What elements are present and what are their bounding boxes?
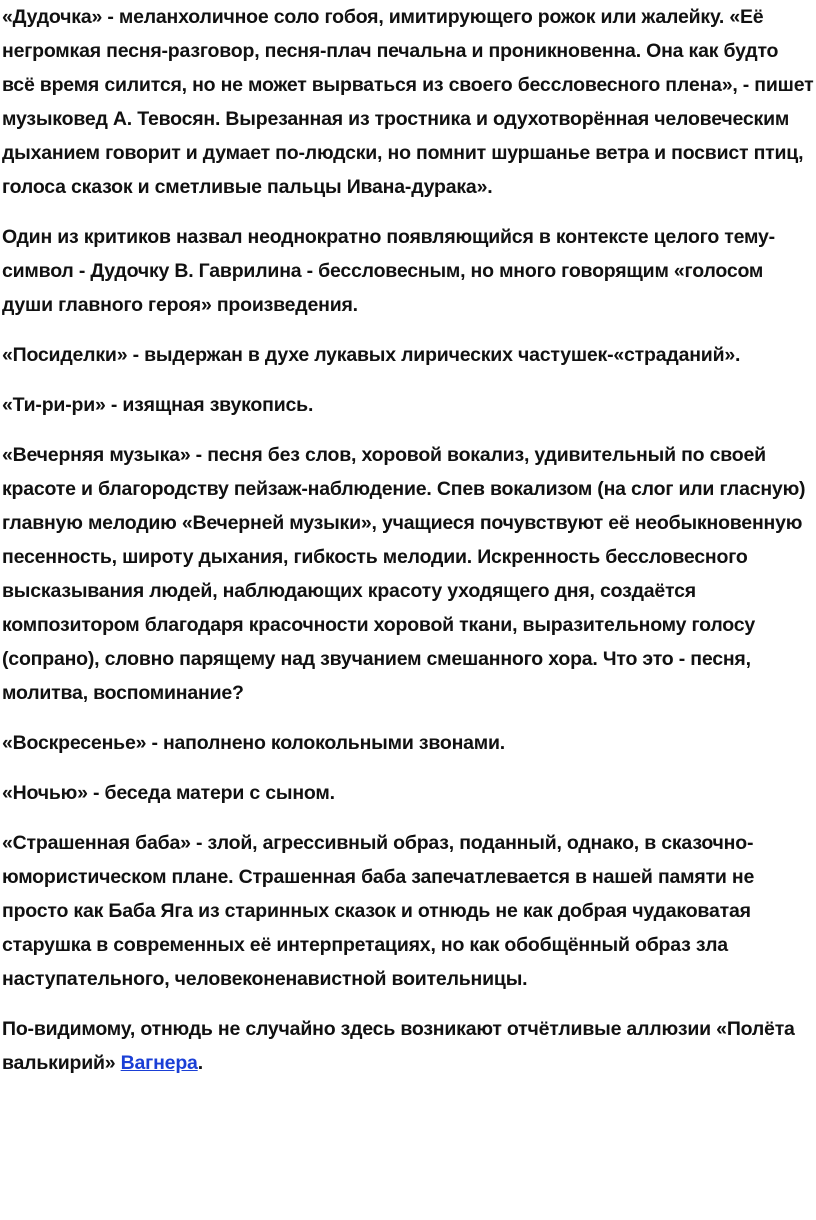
paragraph-evening-music: «Вечерняя музыка» - песня без слов, хоровой вокализ, удивительный по своей красоте и благородству пейзаж-наблюдение. Спев вокализом (на слог или гласную) главную мелодию «Вечерней музыки», учащиеся почувствуют её необыкновенную песенность, широту дыхания, гибкость мелодии. Искренность бессловесного высказывания людей, наблюдающих красоту уходящего дня, создаётся композитором благодаря красочности хоровой ткани, выразительному голосу (сопрано), словно парящему над звучанием смешанного хора. Что это - песня, молитва, воспоминание? (2, 444, 806, 704)
paragraph-allusions (2, 1012, 816, 1080)
paragraph-night: «Ночью» - беседа матери с сыном. (2, 782, 335, 804)
paragraph-sunday: «Воскресенье» - наполнено колокольными звонами. (2, 732, 506, 754)
allusions-text: По-видимому, отнюдь не случайно здесь возникают отчётливые аллюзии «Полёта валькирий» (2, 1018, 795, 1074)
wagner-link[interactable]: Вагнера (120, 1052, 198, 1074)
paragraph-ti-ri-ri: «Ти-ри-ри» - изящная звукопись. (2, 394, 314, 416)
allusions-tail: . (197, 1052, 203, 1074)
paragraph-critic: Один из критиков назвал неоднократно появляющийся в контексте целого тему-символ - Дудочку В. Гаврилина - бессловесным, но много говорящим «голосом души главного героя» произведения. (2, 226, 775, 316)
paragraph-strashennaya-baba: «Страшенная баба» - злой, агрессивный образ, поданный, однако, в сказочно-юмористическом плане. Страшенная баба запечатлевается в нашей памяти не просто как Баба Яга из старинных сказок и отнюдь не как добрая чудаковатая старушка в современных её интерпретациях, но как обобщённый образ зла наступательного, человеконенавистной воительницы. (2, 832, 755, 990)
paragraph-dudochka: «Дудочка» - меланхоличное соло гобоя, имитирующего рожок или жалейку. «Её негромкая песня-разговор, песня-плач печальна и проникновенна. Она как будто всё время силится, но не может вырваться из своего бессловесного плена», - пишет музыковед А. Тевосян. Вырезанная из тростника и одухотворённая человеческим дыханием говорит и думает по-людски, но помнит шуршанье ветра и посвист птиц, голоса сказок и сметливые пальцы Ивана-дурака». (2, 6, 814, 198)
paragraph-posidelki: «Посиделки» - выдержан в духе лукавых лирических частушек-«страданий». (2, 344, 741, 366)
